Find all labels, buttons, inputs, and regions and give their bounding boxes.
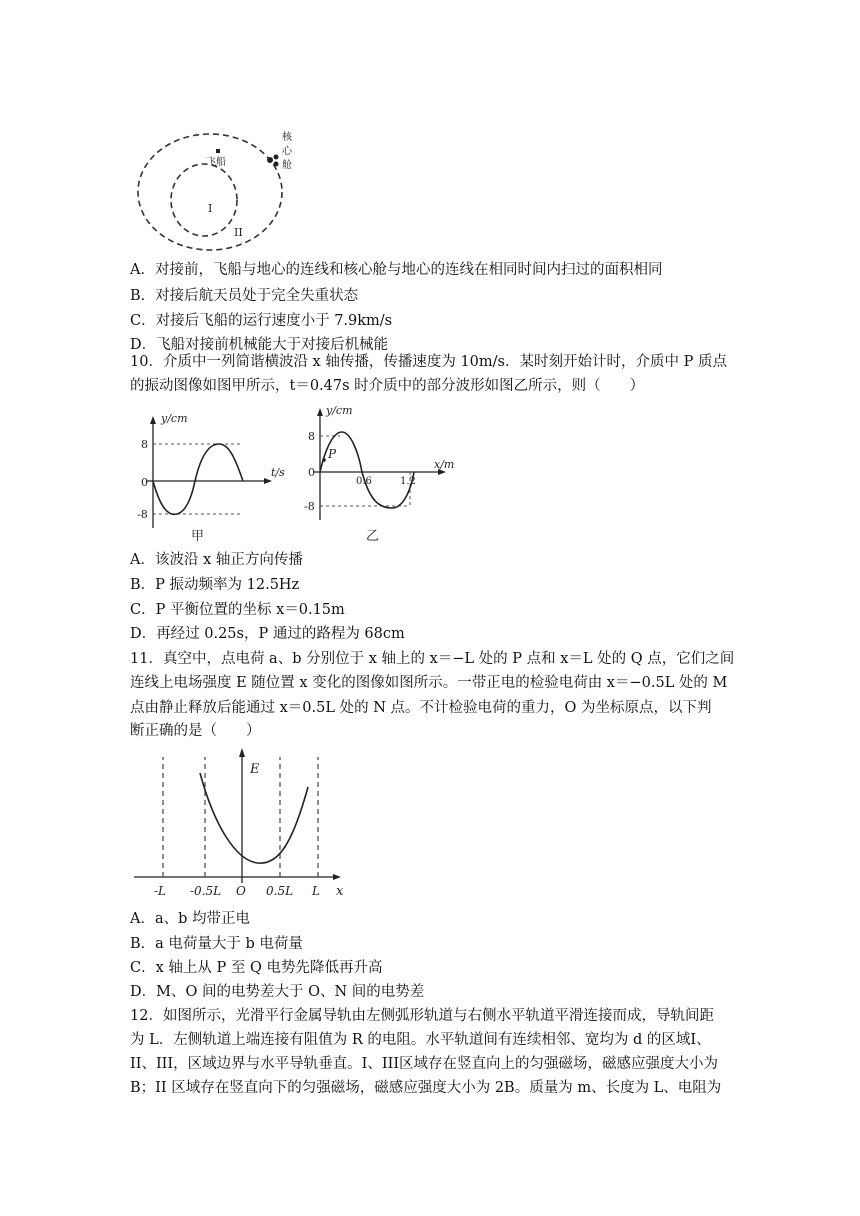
yi-x-tick-2: 1.2 bbox=[400, 476, 416, 487]
core-module-icon-part bbox=[274, 162, 279, 167]
core-module-icon-part bbox=[274, 155, 279, 160]
q11-option-c: C．x 轴上从 P 至 Q 电势先降低再升高 bbox=[130, 960, 383, 976]
yi-y-top: 8 bbox=[308, 430, 315, 443]
core-module-icon bbox=[267, 157, 273, 163]
q11-option-a: A．a、b 均带正电 bbox=[130, 911, 251, 927]
yi-point-p bbox=[322, 458, 326, 462]
yi-point-label: P bbox=[328, 447, 337, 461]
e-x-arrow bbox=[333, 874, 341, 880]
ship-marker bbox=[216, 149, 220, 153]
q10-option-a: A．该波沿 x 轴正方向传播 bbox=[130, 552, 303, 568]
tick-minus-l: -L bbox=[154, 884, 167, 898]
yi-curve bbox=[320, 432, 414, 508]
outer-orbit-II bbox=[138, 134, 282, 250]
q11-stem-1: 11．真空中，点电荷 a、b 分别位于 x 轴上的 x＝−L 处的 P 点和 x＝L 处的 Q 点，它们之间 bbox=[130, 651, 735, 667]
jia-curve bbox=[153, 444, 243, 514]
q12-line-2: 为 L．左侧轨道上端连接有阻值为 R 的电阻。水平轨道间有连续相邻、宽均为 d 的区域I、 bbox=[130, 1032, 711, 1048]
e-curve bbox=[200, 773, 308, 863]
waveform-graph-yi bbox=[300, 402, 465, 547]
orbit-I-label: I bbox=[208, 202, 213, 215]
q12-line-4: B；II 区域存在竖直向下的匀强磁场，磁感应强度大小为 2B。质量为 m、长度为 L、电阻为 bbox=[130, 1080, 722, 1096]
q9-option-a: A．对接前，飞船与地心的连线和核心舱与地心的连线在相同时间内扫过的面积相同 bbox=[130, 262, 663, 278]
field-strength-graph bbox=[132, 745, 354, 905]
q10-option-b: B．P 振动频率为 12.5Hz bbox=[130, 577, 300, 593]
yi-y-label: y/cm bbox=[326, 404, 353, 417]
jia-y-bottom: -8 bbox=[137, 508, 148, 521]
yi-x-label: x/m bbox=[434, 458, 455, 471]
q11-stem-2: 连线上电场强度 E 随位置 x 变化的图像如图所示。一带正电的检验电荷由 x＝−0.5L 处的 M bbox=[130, 675, 728, 691]
tick-minus-half-l: -0.5L bbox=[190, 884, 222, 898]
yi-y-zero: 0 bbox=[308, 466, 315, 479]
vibration-graph-jia bbox=[133, 410, 288, 545]
jia-y-zero: 0 bbox=[141, 476, 148, 489]
orbit-II-label: II bbox=[234, 226, 243, 239]
jia-y-label: y/cm bbox=[161, 412, 188, 425]
ship-label: 飞船 bbox=[206, 157, 226, 168]
yi-y-arrow bbox=[317, 408, 323, 416]
core-label-1: 核 bbox=[282, 132, 292, 143]
inner-orbit-I bbox=[171, 164, 237, 236]
q10-stem-2: 的振动图像如图甲所示，t＝0.47s 时介质中的部分波形如图乙所示，则（ ） bbox=[130, 378, 645, 394]
q10-option-d: D．再经过 0.25s，P 通过的路程为 68cm bbox=[130, 626, 405, 642]
q11-stem-3: 点由静止释放后能通过 x＝0.5L 处的 N 点。不计检验电荷的重力，O 为坐标原点，以下判 bbox=[130, 700, 712, 716]
core-label-3: 舱 bbox=[282, 160, 292, 171]
e-y-label: E bbox=[250, 762, 260, 777]
q10-stem-1: 10．介质中一列简谐横波沿 x 轴传播，传播速度为 10m/s．某时刻开始计时，介质中 P 质点 bbox=[130, 354, 727, 370]
q9-option-d: D．飞船对接前机械能大于对接后机械能 bbox=[130, 337, 389, 353]
jia-y-arrow bbox=[150, 416, 156, 424]
tick-half-l: 0.5L bbox=[266, 884, 294, 898]
tick-l: L bbox=[312, 884, 320, 898]
tick-origin: O bbox=[236, 884, 246, 898]
jia-x-label: t/s bbox=[271, 466, 285, 479]
q9-option-c: C．对接后飞船的运行速度小于 7.9km/s bbox=[130, 313, 393, 329]
q11-stem-4: 断正确的是（ ） bbox=[130, 723, 261, 739]
orbit-figure bbox=[130, 120, 300, 255]
core-label-2: 心 bbox=[282, 146, 292, 157]
q11-option-b: B．a 电荷量大于 b 电荷量 bbox=[130, 936, 303, 952]
jia-caption: 甲 bbox=[191, 529, 205, 544]
yi-x-tick-1: 0.6 bbox=[356, 476, 372, 487]
q10-option-c: C．P 平衡位置的坐标 x＝0.15m bbox=[130, 602, 345, 618]
q9-option-b: B．对接后航天员处于完全失重状态 bbox=[130, 288, 359, 304]
yi-caption: 乙 bbox=[366, 529, 380, 544]
yi-y-bottom: -8 bbox=[304, 500, 315, 513]
e-x-label: x bbox=[336, 884, 344, 899]
q12-line-1: 12．如图所示，光滑平行金属导轨由左侧弧形轨道与右侧水平轨道平滑连接而成，导轨间距 bbox=[130, 1008, 714, 1024]
jia-y-top: 8 bbox=[141, 438, 148, 451]
e-y-arrow bbox=[239, 748, 245, 757]
q12-line-3: II、III，区域边界与水平导轨垂直。I、III区域存在竖直向上的匀强磁场，磁感应强度大小为 bbox=[130, 1056, 719, 1072]
q11-option-d: D．M、O 间的电势差大于 O、N 间的电势差 bbox=[130, 984, 425, 1000]
